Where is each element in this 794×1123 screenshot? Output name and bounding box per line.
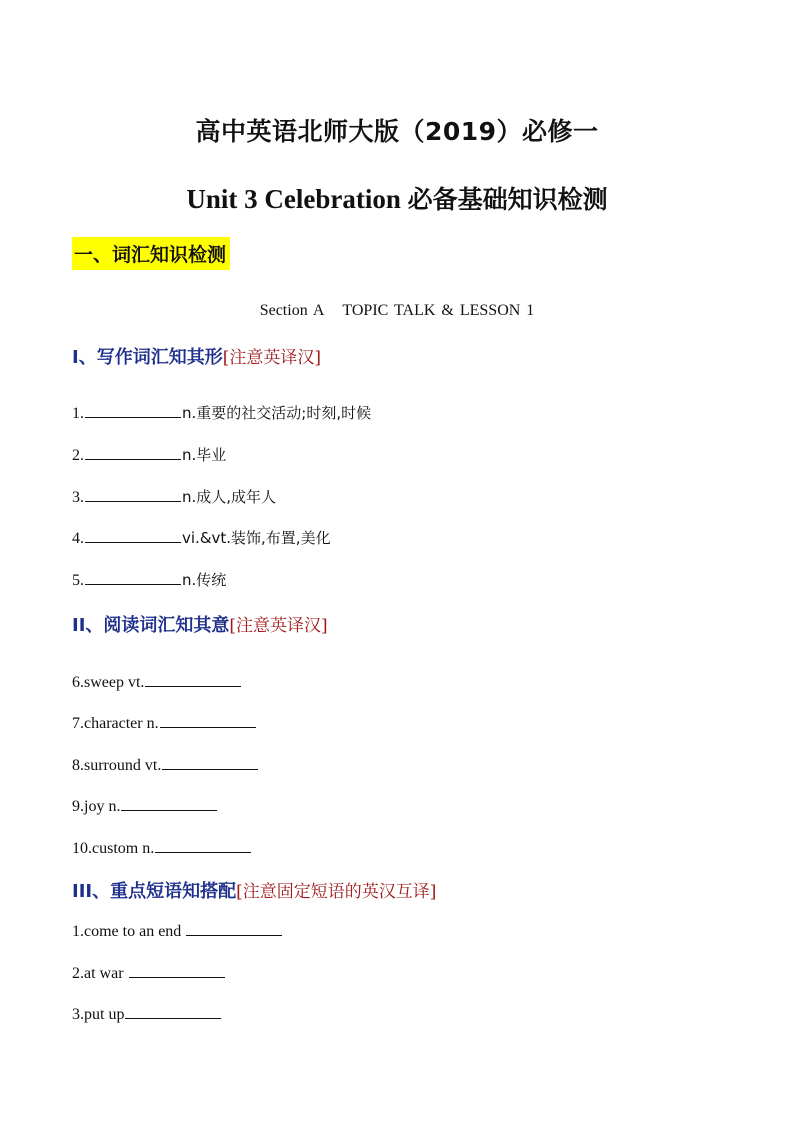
- answer-blank[interactable]: [85, 486, 181, 502]
- vocab-item: [72, 527, 331, 548]
- section-topic: TOPIC TALK & LESSON 1: [342, 302, 535, 319]
- group2-heading: [72, 611, 328, 637]
- answer-blank[interactable]: [85, 569, 181, 585]
- group1-note: [注意英译汉]: [222, 348, 321, 368]
- vocab-item: [72, 712, 257, 733]
- item-number: 3.: [72, 489, 84, 506]
- vocab-item: [72, 671, 242, 692]
- answer-blank[interactable]: [160, 712, 256, 728]
- section-title: [0, 302, 794, 320]
- item-phrase: 1.come to an end: [72, 923, 182, 940]
- phrase-item: [72, 1003, 222, 1024]
- answer-blank[interactable]: [85, 402, 181, 418]
- item-number: 1.: [72, 405, 84, 422]
- answer-blank[interactable]: [162, 754, 258, 770]
- vocab-item: [72, 837, 252, 858]
- phrase-item: [72, 920, 283, 941]
- vocab-item: [72, 486, 276, 507]
- group2-number: II、阅读词汇知其意: [72, 615, 230, 636]
- group3-note: [注意固定短语的英汉互译]: [236, 882, 437, 902]
- document-subtitle: [0, 180, 794, 216]
- vocab-item: [72, 754, 259, 775]
- answer-blank[interactable]: [155, 837, 251, 853]
- subtitle-cn: 必备基础知识检测: [407, 185, 608, 214]
- unit-title: Unit 3 Celebration: [186, 184, 401, 214]
- item-definition: n.成人,成年人: [182, 488, 277, 506]
- answer-blank[interactable]: [125, 1003, 221, 1019]
- item-definition: n.传统: [182, 571, 227, 589]
- part-one-heading: 一、词汇知识检测: [72, 237, 230, 270]
- item-definition: n.毕业: [182, 446, 227, 464]
- item-word: 10.custom n.: [72, 840, 155, 857]
- item-phrase: 2.at war: [72, 965, 124, 982]
- group1-number: I、写作词汇知其形: [72, 347, 223, 368]
- group2-note: [注意英译汉]: [229, 616, 328, 636]
- vocab-item: [72, 795, 218, 816]
- answer-blank[interactable]: [129, 962, 225, 978]
- item-number: 2.: [72, 447, 84, 464]
- item-definition: vi.&vt.装饰,布置,美化: [182, 529, 331, 547]
- vocab-item: [72, 402, 371, 423]
- answer-blank[interactable]: [186, 920, 282, 936]
- answer-blank[interactable]: [145, 671, 241, 687]
- item-number: 4.: [72, 530, 84, 547]
- item-phrase: 3.put up: [72, 1006, 125, 1023]
- answer-blank[interactable]: [121, 795, 217, 811]
- group3-heading: [72, 877, 436, 903]
- phrase-item: [72, 962, 226, 983]
- item-word: 6.sweep vt.: [72, 674, 145, 691]
- answer-blank[interactable]: [85, 527, 181, 543]
- item-word: 7.character n.: [72, 715, 159, 732]
- item-definition: n.重要的社交活动;时刻,时候: [182, 404, 372, 422]
- item-word: 8.surround vt.: [72, 757, 162, 774]
- vocab-item: [72, 444, 226, 465]
- vocab-item: [72, 569, 226, 590]
- item-number: 5.: [72, 572, 84, 589]
- section-name: Section A: [259, 302, 325, 319]
- item-word: 9.joy n.: [72, 798, 121, 815]
- group3-number: III、重点短语知搭配: [72, 881, 237, 902]
- answer-blank[interactable]: [85, 444, 181, 460]
- group1-heading: [72, 343, 321, 369]
- document-title: 高中英语北师大版（2019）必修一: [195, 117, 599, 146]
